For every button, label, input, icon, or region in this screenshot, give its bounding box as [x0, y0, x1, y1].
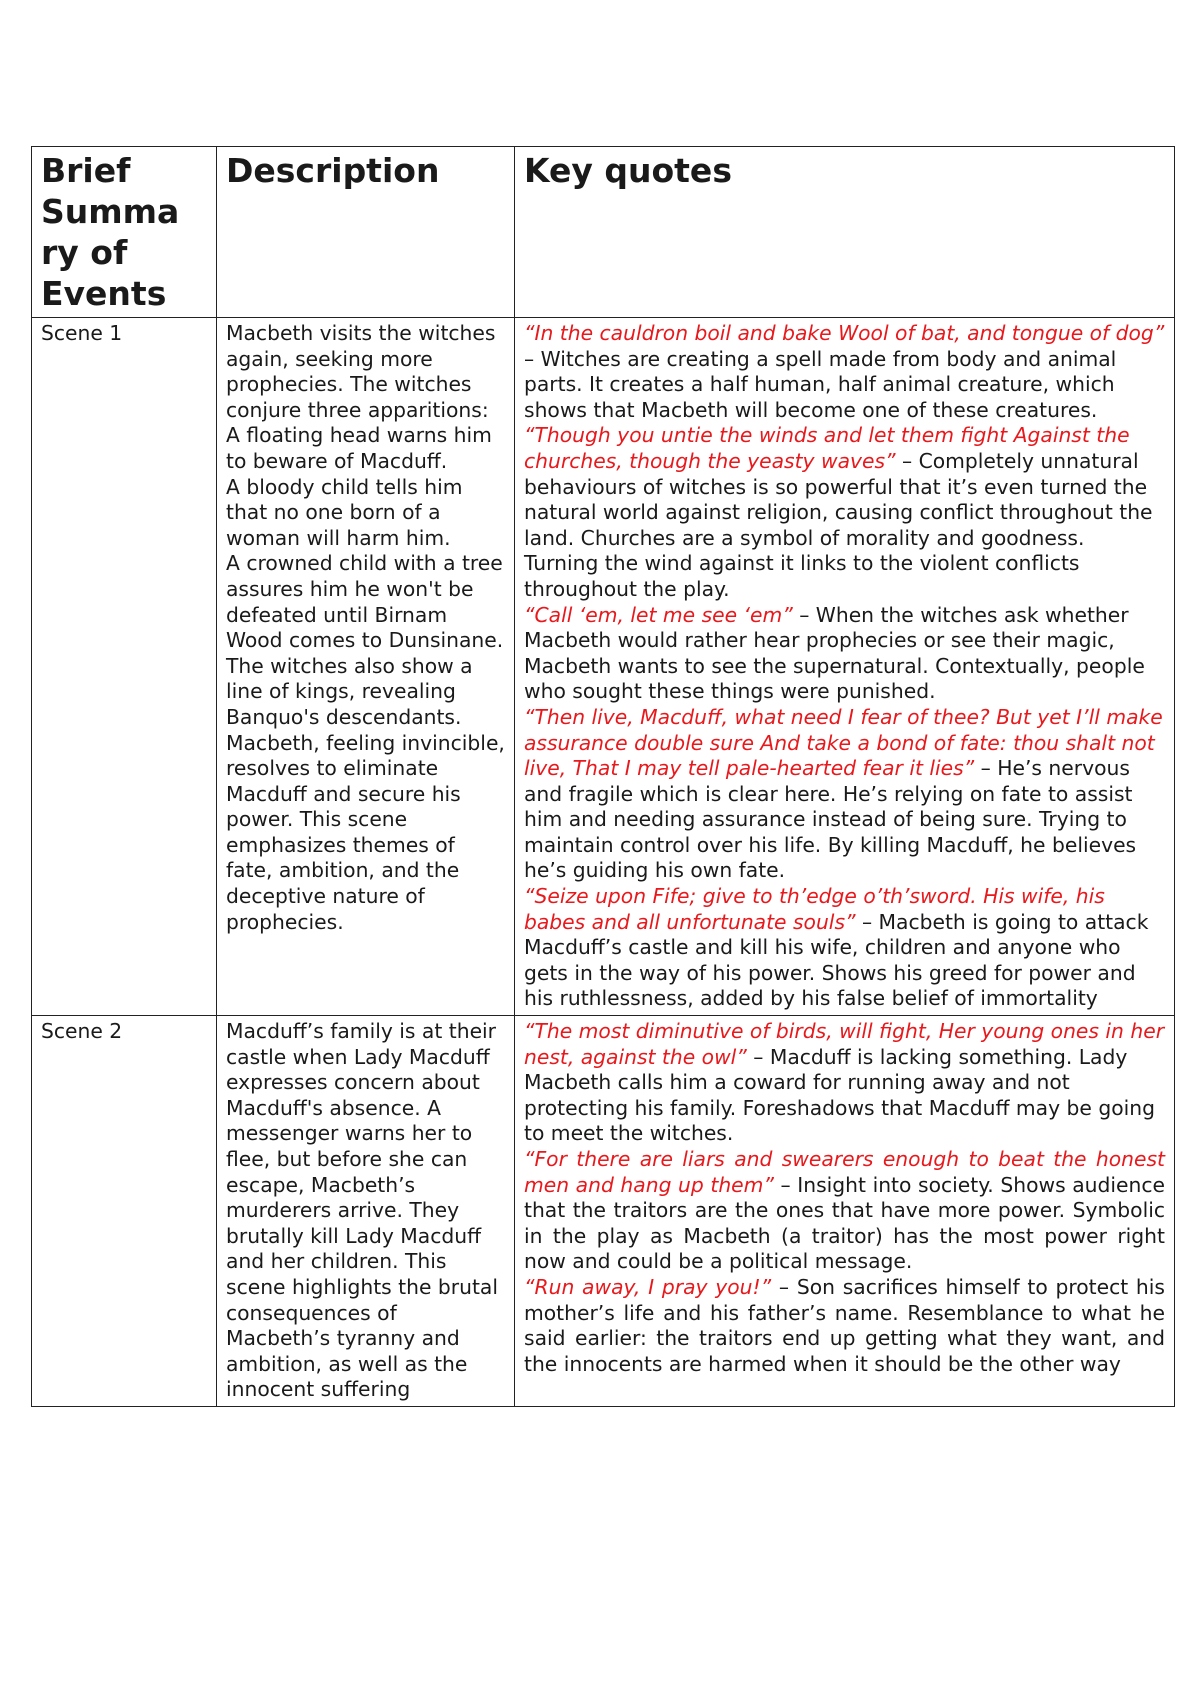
scene-cell: Scene 2 — [32, 1016, 217, 1407]
quote-analysis: – He’s nervous and fragile which is clear here. He’s relying on fate to assist him and needing assurance instead of being sure. Trying to maintain control over his life. By killing Macduff, he believes he’s guiding his own fate. — [524, 756, 1137, 883]
quote-entry — [524, 603, 1165, 705]
description-cell — [217, 1016, 515, 1407]
description-paragraph: The witches also show a line of kings, revealing Banquo's descendants. Macbeth, feeling invincible, resolves to eliminate Macduff and secure his power. This scene emphasizes themes of fate, ambition, and the deceptive nature of prophecies. — [226, 653, 505, 934]
description-paragraph: Macbeth visits the witches again, seeking more prophecies. The witches conjure three apparitions: — [226, 321, 496, 422]
description-cell — [217, 318, 515, 1016]
quote-entry — [524, 423, 1165, 602]
key-quotes-cell — [515, 1016, 1175, 1407]
quote-text: “For there are liars and swearers enough to beat the honest men and hang up them” — [524, 1147, 1165, 1197]
quote-text: “The most diminutive of birds, will fight, Her young ones in her nest, against the owl” — [524, 1019, 1165, 1069]
table-row-scene-1 — [32, 318, 1175, 1016]
quote-text: “Though you untie the winds and let them fight Against the churches, though the yeasty waves” — [524, 423, 1130, 473]
quote-analysis: – Macbeth is going to attack Macduff’s castle and kill his wife, children and anyone who gets in the way of his power. Shows his greed for power and his ruthlessness, added by his false belief of immortality — [524, 909, 1149, 1011]
description-paragraph: A crowned child with a tree assures him he won't be defeated until Birnam Wood comes to Dunsinane. — [226, 551, 504, 653]
quote-text: “Run away, I pray you!” — [524, 1274, 772, 1299]
quote-entry — [524, 321, 1165, 423]
table-row-scene-2 — [32, 1016, 1175, 1407]
quote-text: “Call ‘em, let me see ‘em” — [524, 602, 793, 627]
quote-analysis: – Macduff is lacking something. Lady Macbeth calls him a coward for running away and not protecting his family. Foreshadows that Macduff may be going to meet the witches. — [524, 1044, 1156, 1146]
description-paragraph: Macduff’s family is at their castle when Lady Macduff expresses concern about Macduff's absence. A messenger warns her to flee, but before she can escape, Macbeth’s murderers arrive. They brutally kill Lady Macduff and her children. This scene highlights the brutal consequences of Macbeth’s tyranny and ambition, as well as the innocent suffering — [226, 1019, 498, 1402]
scene-cell: Scene 1 — [32, 318, 217, 1016]
description-paragraph: A bloody child tells him that no one born of a woman will harm him. — [226, 474, 463, 550]
quote-entry — [524, 1147, 1165, 1275]
quote-analysis: – Witches are creating a spell made from body and animal parts. It creates a half human, half animal creature, which shows that Macbeth will become one of these creatures. — [524, 346, 1117, 422]
description-paragraph: A floating head warns him to beware of Macduff. — [226, 423, 492, 473]
quote-entry — [524, 1275, 1165, 1377]
quote-entry — [524, 884, 1165, 1012]
header-key-quotes: Key quotes — [515, 147, 1175, 318]
header-description: Description — [217, 147, 515, 318]
quote-entry — [524, 705, 1165, 884]
key-quotes-cell — [515, 318, 1175, 1016]
quote-analysis: – Insight into society. Shows audience that the traitors are the ones that have more power. Symbolic in the play as Macbeth (a traitor) has the most power right now and could be a political message. — [524, 1172, 1165, 1274]
quote-analysis: – Completely unnatural behaviours of witches is so powerful that it’s even turned the natural world against religion, causing conflict throughout the land. Churches are a symbol of morality and goodness. Turning the wind against it links to the violent conflicts throughout the play. — [524, 448, 1153, 601]
quote-analysis: – When the witches ask whether Macbeth would rather hear prophecies or see their magic, Macbeth wants to see the supernatural. Contextually, people who sought these things were punished. — [524, 602, 1145, 704]
quote-text: “In the cauldron boil and bake Wool of bat, and tongue of dog” — [524, 321, 1165, 345]
header-row — [32, 147, 1175, 318]
quote-entry — [524, 1019, 1165, 1147]
quote-text: “Then live, Macduff, what need I fear of thee? But yet I’ll make assurance double sure And take a bond of fate: thou shalt not live, That I may tell pale-hearted fear it lies” — [524, 704, 1163, 781]
header-brief-summary: Brief Summa ry of Events — [32, 147, 217, 318]
quote-analysis: – Son sacrifices himself to protect his mother’s life and his father’s name. Resemblance to what he said earlier: the traitors end up getting what they want, and the innocents are harmed when it should be the other way — [524, 1274, 1165, 1376]
quote-text: “Seize upon Fife; give to th’edge o’th’sword. His wife, his babes and all unfortunate souls” — [524, 884, 1105, 934]
events-table — [31, 146, 1175, 1407]
